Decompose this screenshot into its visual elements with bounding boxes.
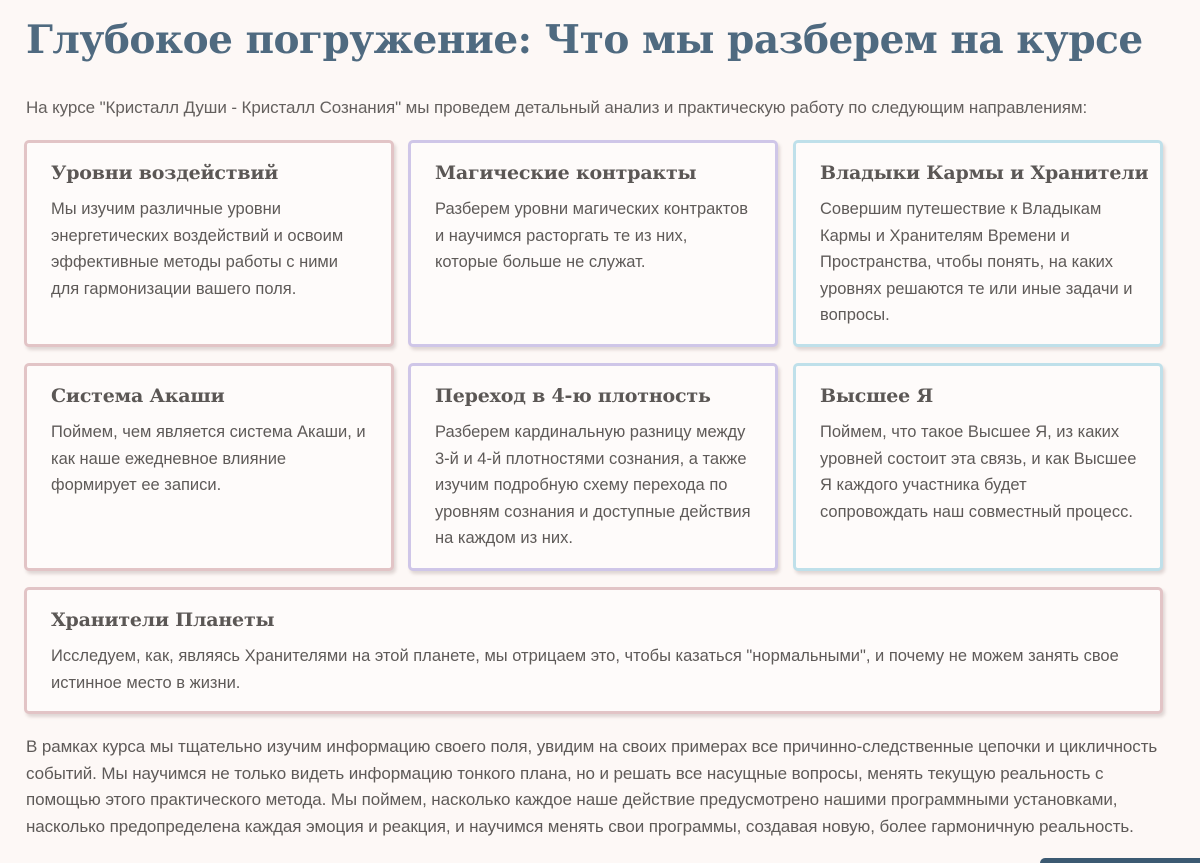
card-magic-contracts bbox=[408, 140, 778, 347]
outro-text: В рамках курса мы тщательно изучим информацию своего поля, увидим на своих примерах все причинно-следственные цепочки и цикличность событий. Мы научимся не только видеть информацию тонкого плана, но и решать все насущные вопросы, менять текущую реальность с помощью этого практического метода. Мы поймем, насколько каждое наше действие предусмотрено нашими программными установками, насколько предопределена каждая эмоция и реакция, и научимся менять свои программы, создавая новую, более гармоничную реальность. bbox=[26, 737, 1158, 836]
card-text: Разберем кардинальную разницу между 3-й и 4-й плотностями сознания, а также изучим подробную схему перехода по уровням сознания и доступные действия на каждом из них. bbox=[435, 423, 751, 547]
card-title: Система Акаши bbox=[51, 385, 225, 407]
card-planet-keepers bbox=[24, 587, 1163, 714]
card-text: Поймем, что такое Высшее Я, из каких уровней состоит эта связь, и как Высшее Я каждого участника будет сопровождать наш совместный процесс. bbox=[820, 423, 1137, 521]
card-text: Разберем уровни магических контрактов и научимся расторгать те из них, которые больше не служат. bbox=[435, 200, 749, 271]
card-text: Исследуем, как, являясь Хранителями на этой планете, мы отрицаем это, чтобы казаться "нормальными", и почему не можем занять свое истинное место в жизни. bbox=[51, 647, 1119, 692]
card-title: Переход в 4-ю плотность bbox=[435, 385, 711, 407]
card-karma-lords bbox=[793, 140, 1163, 347]
card-title: Уровни воздействий bbox=[51, 162, 279, 184]
card-title: Магические контракты bbox=[435, 162, 697, 184]
card-title: Высшее Я bbox=[820, 385, 934, 407]
card-text: Мы изучим различные уровни энергетических воздействий и освоим эффективные методы работы с ними для гармонизации вашего поля. bbox=[51, 200, 344, 298]
card-higher-self bbox=[793, 363, 1163, 571]
scroll-to-top-tab[interactable] bbox=[1040, 858, 1200, 863]
card-title: Владыки Кармы и Хранители bbox=[820, 162, 1149, 184]
card-fourth-density bbox=[408, 363, 778, 571]
card-text: Поймем, чем является система Акаши, и как наше ежедневное влияние формирует ее записи. bbox=[51, 423, 366, 494]
card-text: Совершим путешествие к Владыкам Кармы и Хранителям Времени и Пространства, чтобы понять, на каких уровнях решаются те или иные задачи и вопросы. bbox=[820, 200, 1133, 324]
page-title: Глубокое погружение: Что мы разберем на курсе bbox=[26, 17, 1143, 63]
card-akashic-system bbox=[24, 363, 394, 571]
intro-text: На курсе "Кристалл Души - Кристалл Сознания" мы проведем детальный анализ и практическую работу по следующим направлениям: bbox=[26, 98, 1088, 117]
card-title: Хранители Планеты bbox=[51, 609, 275, 631]
card-impact-levels bbox=[24, 140, 394, 347]
